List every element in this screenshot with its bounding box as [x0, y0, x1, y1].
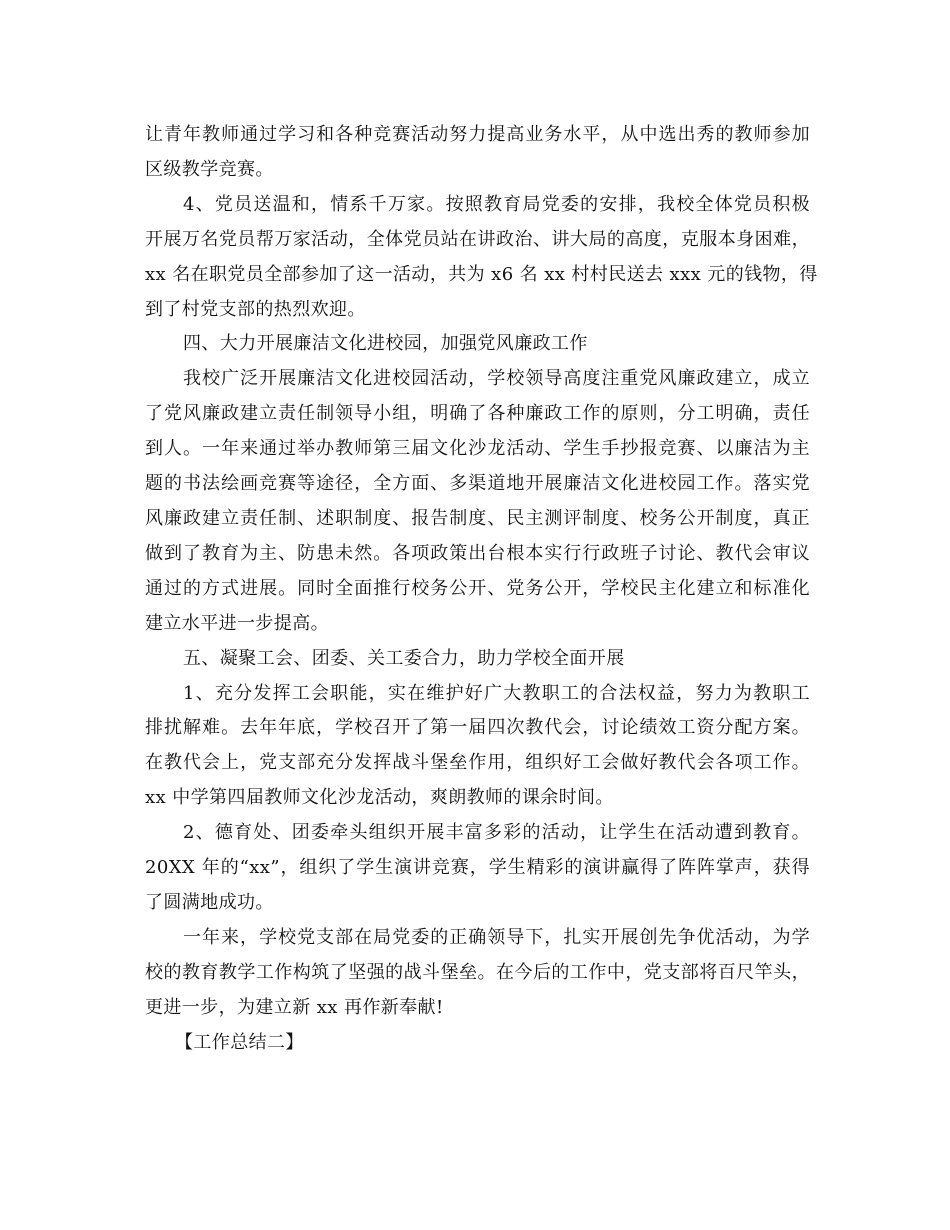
text-line: 通过的方式进展。同时全面推行校务公开、党务公开，学校民主化建立和标准化	[145, 577, 810, 599]
text-line: 让青年教师通过学习和各种竞赛活动努力提高业务水平，从中选出秀的教师参加	[145, 124, 810, 145]
text-line: 排扰解难。去年年底，学校召开了第一届四次教代会，讨论绩效工资分配方案。	[145, 717, 810, 739]
section-heading-4	[145, 327, 810, 362]
paragraph-6	[145, 921, 810, 1026]
paragraph-1	[145, 118, 810, 188]
text-line: 建立水平进一步提高。	[145, 612, 329, 634]
text-line: 到了村党支部的热烈欢迎。	[145, 298, 366, 320]
text-line: 区级教学竞赛。	[145, 158, 274, 180]
text-line: 题的书法绘画竞赛等途径，全方面、多渠道地开展廉洁文化进校园工作。落实党	[145, 473, 810, 495]
text-line: 4、党员送温和，情系千万家。按照教育局党委的安排，我校全体党员积极	[183, 193, 810, 215]
text-line: 风廉政建立责任制、述职制度、报告制度、民主测评制度、校务公开制度，真正	[145, 507, 810, 529]
text-line: 校的教育教学工作构筑了坚强的战斗堡垒。在今后的工作中，党支部将百尺竿头，	[145, 961, 810, 983]
text-line: 到人。一年来通过举办教师第三届文化沙龙活动、学生手抄报竞赛、以廉洁为主	[145, 438, 810, 460]
paragraph-2	[145, 188, 818, 328]
text-line: 做到了教育为主、防患未然。各项政策出台根本实行行政班子讨论、教代会审议	[145, 542, 810, 564]
text-line: 20XX 年的“xx”，组织了学生演讲竞赛，学生精彩的演讲赢得了阵阵掌声，获得	[145, 857, 810, 879]
document-body	[145, 118, 818, 1060]
paragraph-5	[145, 816, 810, 921]
text-line: xx 名在职党员全部参加了这一活动，共为 x6 名 xx 村村民送去 xxx 元的钱物，得	[145, 263, 818, 285]
text-line: 2、德育处、团委牵头组织开展丰富多彩的活动，让学生在活动遭到教育。	[183, 822, 810, 844]
text-line: 开展万名党员帮万家活动，全体党员站在讲政治、讲大局的高度，克服本身困难，	[145, 228, 810, 250]
text-line: 一年来，学校党支部在局党委的正确领导下，扎实开展创先争优活动，为学	[183, 926, 810, 948]
text-line: 我校广泛开展廉洁文化进校园活动，学校领导高度注重党风廉政建立，成立	[183, 368, 810, 390]
next-section-title	[145, 1026, 810, 1061]
text-line: 1、充分发挥工会职能，实在维护好广大教职工的合法权益，努力为教职工	[183, 682, 810, 704]
section-heading-5	[145, 642, 810, 677]
text-line: 四、大力开展廉洁文化进校园，加强党风廉政工作	[183, 333, 588, 355]
paragraph-4	[145, 677, 810, 817]
text-line: 五、凝聚工会、团委、关工委合力，助力学校全面开展	[183, 647, 625, 669]
text-line: xx 中学第四届教师文化沙龙活动，爽朗教师的课余时间。	[145, 787, 614, 809]
text-line: 【工作总结二】	[175, 1031, 304, 1053]
text-line: 了党风廉政建立责任制领导小组，明确了各种廉政工作的原则，分工明确，责任	[145, 403, 810, 425]
text-line: 更进一步，为建立新 xx 再作新奉献!	[145, 996, 444, 1018]
text-line: 在教代会上，党支部充分发挥战斗堡垒作用，组织好工会做好教代会各项工作。	[145, 752, 810, 774]
paragraph-3	[145, 362, 810, 641]
text-line: 了圆满地成功。	[145, 891, 274, 913]
